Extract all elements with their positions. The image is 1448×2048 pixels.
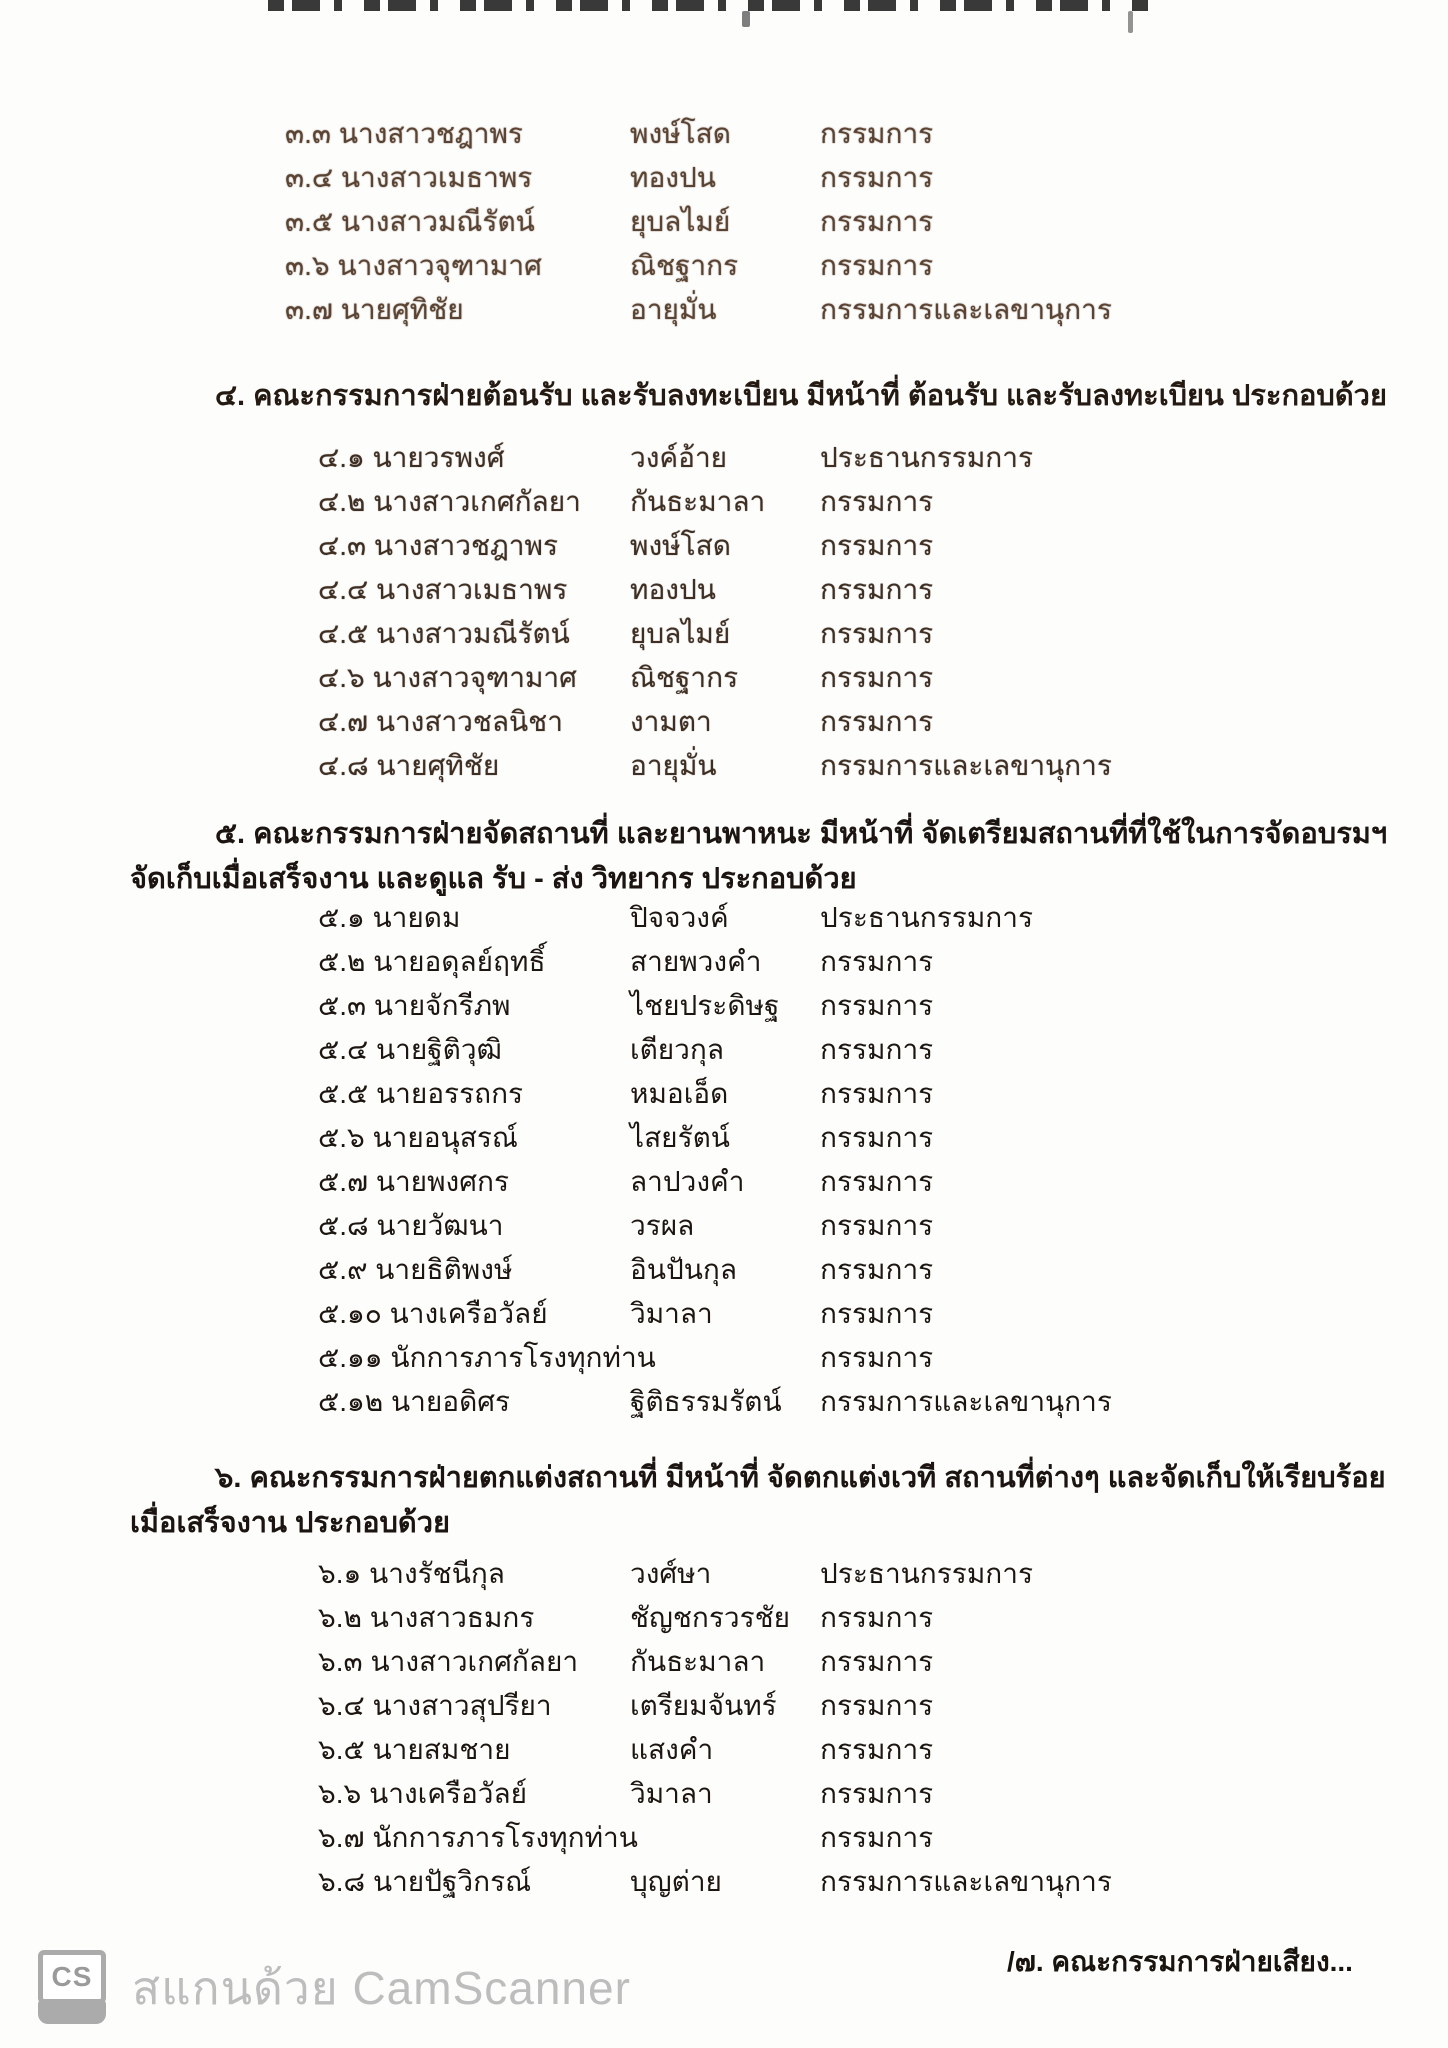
committee-row xyxy=(318,1072,1448,1116)
row-number: ๕.๑ xyxy=(318,902,365,933)
member-number-and-name xyxy=(318,480,630,524)
member-role: กรรมการ xyxy=(820,1822,934,1853)
row-number: ๔.๑ xyxy=(318,442,365,473)
first-name: นายอดิศร xyxy=(390,1386,511,1417)
committee-row xyxy=(318,1596,1448,1640)
committee-row xyxy=(318,656,1448,700)
section-heading-line: เมื่อเสร็จงาน ประกอบด้วย xyxy=(130,1507,451,1539)
row-number: ๔.๘ xyxy=(318,750,369,781)
last-name: บุญต่าย xyxy=(630,1866,722,1897)
committee-row xyxy=(318,1336,1448,1380)
last-name: เตียวกุล xyxy=(630,1034,724,1065)
row-number: ๕.๒ xyxy=(318,946,366,977)
last-name: พงษ์โสด xyxy=(630,530,731,561)
committee-row xyxy=(318,896,1448,940)
last-name: ณิชฐากร xyxy=(630,662,739,693)
first-name: นายจักรีภพ xyxy=(373,990,511,1021)
member-role: กรรมการ xyxy=(820,1166,934,1197)
last-name: ทองปน xyxy=(630,574,716,605)
committee-row xyxy=(318,524,1448,568)
last-name: วิมาลา xyxy=(630,1298,713,1329)
first-name: นายวัฒนา xyxy=(376,1210,504,1241)
row-number: ๖.๓ xyxy=(318,1646,363,1677)
row-number: ๖.๖ xyxy=(318,1778,362,1809)
row-number: ๖.๕ xyxy=(318,1734,365,1765)
committee-row xyxy=(285,244,1448,288)
member-role: กรรมการ xyxy=(820,1078,934,1109)
row-number: ๔.๓ xyxy=(318,530,367,561)
committee-row xyxy=(318,612,1448,656)
last-name: วรผล xyxy=(630,1210,695,1241)
member-number-and-name xyxy=(285,288,630,332)
row-number: ๕.๑๒ xyxy=(318,1386,384,1417)
member-number-and-name xyxy=(318,1860,630,1904)
committee-row xyxy=(318,1640,1448,1684)
member-role: กรรมการ xyxy=(820,990,934,1021)
member-role: กรรมการ xyxy=(820,530,934,561)
member-number-and-name xyxy=(318,1028,630,1072)
committee-row xyxy=(318,480,1448,524)
first-name: นางเครือวัลย์ xyxy=(369,1778,528,1809)
last-name: ไชยประดิษฐ xyxy=(630,990,780,1021)
row-number: ๔.๖ xyxy=(318,662,365,693)
scan-noise-speck xyxy=(1128,11,1133,33)
member-number-and-name xyxy=(318,1336,656,1380)
member-role: ประธานกรรมการ xyxy=(820,1558,1034,1589)
last-name: กันธะมาลา xyxy=(630,1646,766,1677)
last-name xyxy=(630,1336,820,1380)
member-number-and-name xyxy=(318,984,630,1028)
member-number-and-name xyxy=(318,1160,630,1204)
member-role: กรรมการ xyxy=(820,662,934,693)
row-number: ๕.๔ xyxy=(318,1034,369,1065)
committee-row xyxy=(318,1552,1448,1596)
first-name: นายฐิติวุฒิ xyxy=(375,1034,502,1065)
member-number-and-name xyxy=(318,744,630,788)
row-number: ๕.๑๑ xyxy=(318,1342,383,1373)
camscanner-logo-box xyxy=(38,1950,106,2004)
section-heading-line: จัดเก็บเมื่อเสร็จงาน และดูแล รับ - ส่ง วิทยากร ประกอบด้วย xyxy=(130,863,857,895)
committee-row xyxy=(285,288,1448,332)
first-name: นางสาวเกศกัลยา xyxy=(370,1646,579,1677)
first-name: นางรัชนีกุล xyxy=(369,1558,505,1589)
row-number: ๖.๗ xyxy=(318,1822,365,1853)
last-name: สายพวงคำ xyxy=(630,946,762,977)
last-name: พงษ์โสด xyxy=(630,118,731,149)
committee-row xyxy=(318,940,1448,984)
committee-row xyxy=(318,984,1448,1028)
member-role: กรรมการ xyxy=(820,1734,934,1765)
member-role: กรรมการ xyxy=(820,1690,934,1721)
committee-row xyxy=(318,568,1448,612)
member-role: ประธานกรรมการ xyxy=(820,902,1034,933)
row-number: ๖.๑ xyxy=(318,1558,362,1589)
first-name: นายปัฐวิกรณ์ xyxy=(372,1866,532,1897)
first-name: นายศุทิชัย xyxy=(340,294,464,325)
member-number-and-name xyxy=(318,1728,630,1772)
member-number-and-name xyxy=(318,612,630,656)
last-name: ยุบลไมย์ xyxy=(630,618,731,649)
last-name: หมอเอ็ด xyxy=(630,1078,729,1109)
last-name: อายุมั่น xyxy=(630,294,717,325)
committee-rows xyxy=(0,112,1448,332)
committee-rows xyxy=(0,896,1448,1424)
member-number-and-name xyxy=(318,524,630,568)
row-number: ๓.๔ xyxy=(285,162,334,193)
member-role: กรรมการ xyxy=(820,1342,934,1373)
member-role: กรรมการ xyxy=(820,1778,934,1809)
last-name xyxy=(630,1816,820,1860)
row-number: ๕.๓ xyxy=(318,990,367,1021)
first-name: นางสาวเกศกัลยา xyxy=(373,486,581,517)
first-name: นายวรพงศ์ xyxy=(372,442,505,473)
row-number: ๖.๔ xyxy=(318,1690,365,1721)
committee-rows xyxy=(0,436,1448,788)
member-role: กรรมการ xyxy=(820,574,934,605)
member-number-and-name xyxy=(318,568,630,612)
first-name: นายสมชาย xyxy=(372,1734,511,1765)
member-number-and-name xyxy=(318,1116,630,1160)
last-name: ไสยรัตน์ xyxy=(630,1122,730,1153)
row-number: ๓.๓ xyxy=(285,118,332,149)
row-number: ๔.๒ xyxy=(318,486,366,517)
first-name: นางสาวมณีรัตน์ xyxy=(340,206,535,237)
member-role: กรรมการ xyxy=(820,206,934,237)
last-name: ณิชฐากร xyxy=(630,250,739,281)
committee-row xyxy=(285,156,1448,200)
member-role: กรรมการ xyxy=(820,618,934,649)
committee-row xyxy=(285,200,1448,244)
last-name: ปิจจวงค์ xyxy=(630,902,729,933)
member-number-and-name xyxy=(318,1380,630,1424)
first-name: นางสาวชฎาพร xyxy=(338,118,523,149)
member-number-and-name xyxy=(318,1072,630,1116)
committee-row xyxy=(285,112,1448,156)
committee-row xyxy=(318,1248,1448,1292)
last-name: ลาปวงคำ xyxy=(630,1166,745,1197)
row-number: ๔.๔ xyxy=(318,574,369,605)
committee-row xyxy=(318,744,1448,788)
last-name: วงค์อ้าย xyxy=(630,442,728,473)
first-name: นางเครือวัลย์ xyxy=(389,1298,548,1329)
first-name: นางสาวสุปรียา xyxy=(372,1690,552,1721)
member-number-and-name xyxy=(318,1248,630,1292)
row-number: ๕.๖ xyxy=(318,1122,365,1153)
page-continuation-note: /๗. คณะกรรมการฝ่ายเสียง... xyxy=(1007,1946,1353,1977)
first-name: นางสาวจุฑามาศ xyxy=(372,662,577,693)
first-name: นางสาวมณีรัตน์ xyxy=(375,618,570,649)
watermark-text: สแกนด้วย CamScanner xyxy=(132,1962,631,2014)
first-name: นางสาวธมกร xyxy=(369,1602,535,1633)
last-name: กันธะมาลา xyxy=(630,486,766,517)
member-role: กรรมการ xyxy=(820,1646,934,1677)
committee-row xyxy=(318,1728,1448,1772)
row-number: ๓.๗ xyxy=(285,294,333,325)
last-name: เตรียมจันทร์ xyxy=(630,1690,777,1721)
first-name: นายอรรถกร xyxy=(375,1078,524,1109)
member-role: กรรมการและเลขานุการ xyxy=(820,1866,1112,1897)
first-name: นางสาวจุฑามาศ xyxy=(337,250,542,281)
scan-noise-top xyxy=(268,0,1152,11)
last-name: ชัญชกรวรชัย xyxy=(630,1602,791,1633)
committee-row xyxy=(318,1860,1448,1904)
first-name: นักการภารโรงทุกท่าน xyxy=(372,1822,638,1853)
member-role: กรรมการ xyxy=(820,1122,934,1153)
section-heading-line: ๔. คณะกรรมการฝ่ายต้อนรับ และรับลงทะเบียน มีหน้าที่ ต้อนรับ และรับลงทะเบียน ประกอบด้วย xyxy=(215,380,1387,412)
committee-row xyxy=(318,1292,1448,1336)
member-number-and-name xyxy=(285,112,630,156)
first-name: นางสาวชฎาพร xyxy=(373,530,558,561)
last-name: วงศ์ษา xyxy=(630,1558,712,1589)
committee-row xyxy=(318,700,1448,744)
section-heading-line: ๕. คณะกรรมการฝ่ายจัดสถานที่ และยานพาหนะ มีหน้าที่ จัดเตรียมสถานที่ที่ใช้ในการจัดอบรมฯ xyxy=(215,818,1388,850)
last-name: แสงคำ xyxy=(630,1734,714,1765)
row-number: ๕.๑๐ xyxy=(318,1298,382,1329)
row-number: ๕.๙ xyxy=(318,1254,368,1285)
committee-row xyxy=(318,1028,1448,1072)
member-number-and-name xyxy=(318,656,630,700)
member-number-and-name xyxy=(318,1204,630,1248)
member-number-and-name xyxy=(318,940,630,984)
member-number-and-name xyxy=(318,1552,630,1596)
last-name: อินปันกุล xyxy=(630,1254,737,1285)
member-role: กรรมการ xyxy=(820,250,934,281)
first-name: นายศุทิชัย xyxy=(376,750,500,781)
committee-row xyxy=(318,1204,1448,1248)
row-number: ๔.๕ xyxy=(318,618,369,649)
member-number-and-name xyxy=(318,1596,630,1640)
committee-row xyxy=(318,1772,1448,1816)
member-number-and-name xyxy=(318,1640,630,1684)
member-number-and-name xyxy=(318,1684,630,1728)
member-role: ประธานกรรมการ xyxy=(820,442,1034,473)
member-number-and-name xyxy=(318,700,630,744)
last-name: งามตา xyxy=(630,706,712,737)
member-role: กรรมการ xyxy=(820,706,934,737)
member-number-and-name xyxy=(318,436,630,480)
section-heading xyxy=(0,1456,1448,1546)
first-name: นางสาวเมธาพร xyxy=(375,574,568,605)
first-name: นายดม xyxy=(372,902,461,933)
first-name: นางสาวชลนิชา xyxy=(375,706,563,737)
committee-rows xyxy=(0,1552,1448,1904)
member-number-and-name xyxy=(318,896,630,940)
member-role: กรรมการและเลขานุการ xyxy=(820,750,1112,781)
camscanner-logo-icon xyxy=(38,1950,104,2026)
first-name: นายอดุลย์ฤทธิ์ xyxy=(373,946,546,977)
row-number: ๕.๗ xyxy=(318,1166,369,1197)
member-role: กรรมการ xyxy=(820,486,934,517)
member-number-and-name xyxy=(318,1816,638,1860)
row-number: ๔.๗ xyxy=(318,706,369,737)
member-number-and-name xyxy=(285,244,630,288)
member-number-and-name xyxy=(318,1772,630,1816)
member-number-and-name xyxy=(285,156,630,200)
camscanner-logo-letters: CS xyxy=(51,1961,93,1992)
scan-noise-speck xyxy=(742,11,750,27)
row-number: ๓.๖ xyxy=(285,250,330,281)
row-number: ๕.๕ xyxy=(318,1078,369,1109)
first-name: นักการภารโรงทุกท่าน xyxy=(390,1342,656,1373)
member-role: กรรมการ xyxy=(820,1210,934,1241)
first-name: นางสาวเมธาพร xyxy=(340,162,533,193)
camscanner-logo-tab xyxy=(38,2000,106,2024)
committee-row xyxy=(318,1684,1448,1728)
section-heading xyxy=(0,812,1448,902)
row-number: ๖.๒ xyxy=(318,1602,363,1633)
last-name: ทองปน xyxy=(630,162,716,193)
last-name: ฐิติธรรมรัตน์ xyxy=(630,1386,782,1417)
row-number: ๕.๘ xyxy=(318,1210,369,1241)
member-role: กรรมการ xyxy=(820,946,934,977)
member-number-and-name xyxy=(318,1292,630,1336)
last-name: วิมาลา xyxy=(630,1778,713,1809)
row-number: ๖.๘ xyxy=(318,1866,366,1897)
member-role: กรรมการ xyxy=(820,162,934,193)
member-role: กรรมการและเลขานุการ xyxy=(820,294,1112,325)
committee-row xyxy=(318,1816,1448,1860)
row-number: ๓.๕ xyxy=(285,206,334,237)
first-name: นายอนุสรณ์ xyxy=(372,1122,518,1153)
section-heading xyxy=(0,374,1448,419)
member-role: กรรมการและเลขานุการ xyxy=(820,1386,1112,1417)
last-name: อายุมั่น xyxy=(630,750,717,781)
member-role: กรรมการ xyxy=(820,1602,934,1633)
member-role: กรรมการ xyxy=(820,1298,934,1329)
section-heading-line: ๖. คณะกรรมการฝ่ายตกแต่งสถานที่ มีหน้าที่ จัดตกแต่งเวที สถานที่ต่างๆ และจัดเก็บให้เรียบร้อย xyxy=(215,1462,1386,1494)
member-role: กรรมการ xyxy=(820,118,934,149)
member-role: กรรมการ xyxy=(820,1034,934,1065)
member-role: กรรมการ xyxy=(820,1254,934,1285)
committee-row xyxy=(318,436,1448,480)
first-name: นายธิติพงษ์ xyxy=(375,1254,513,1285)
camscanner-watermark xyxy=(38,1950,631,2026)
committee-row xyxy=(318,1116,1448,1160)
last-name: ยุบลไมย์ xyxy=(630,206,731,237)
committee-row xyxy=(318,1380,1448,1424)
member-number-and-name xyxy=(285,200,630,244)
first-name: นายพงศกร xyxy=(375,1166,509,1197)
committee-row xyxy=(318,1160,1448,1204)
